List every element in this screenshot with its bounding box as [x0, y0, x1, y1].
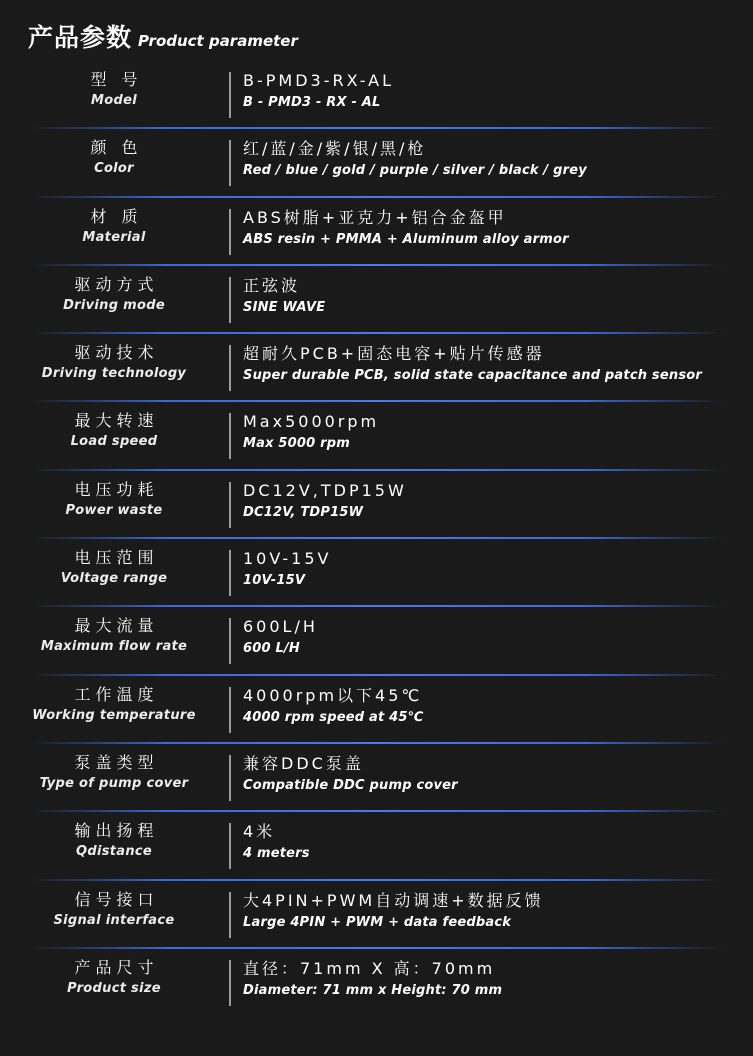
- spec-label: [0, 342, 228, 384]
- spec-label-en: Driving mode: [63, 297, 165, 313]
- spec-label: [0, 547, 228, 589]
- spec-label-en: Power waste: [65, 502, 163, 518]
- spec-row: [0, 472, 753, 540]
- spec-value-en: DC12V, TDP15W: [243, 504, 364, 520]
- spec-label-en: Material: [82, 229, 146, 245]
- spec-value: [243, 207, 749, 251]
- spec-value-en: Large 4PIN + PWM + data feedback: [243, 914, 512, 930]
- row-separator: [229, 140, 231, 186]
- spec-value: [243, 480, 749, 524]
- spec-value-en: Red / blue / gold / purple / silver / black / grey: [243, 163, 587, 179]
- row-separator: [229, 755, 231, 801]
- row-divider: [30, 400, 723, 402]
- spec-value-en: 600 L/H: [243, 641, 300, 657]
- spec-value: [243, 890, 749, 934]
- spec-value-en: B - PMD3 - RX - AL: [243, 95, 381, 110]
- spec-row: [0, 267, 753, 335]
- spec-value-cn: 10V-15V: [243, 549, 332, 569]
- row-separator: [229, 482, 231, 528]
- spec-value-en: Diameter: 71 mm x Height: 70 mm: [243, 982, 503, 998]
- spec-value: [243, 616, 749, 660]
- spec-value-en: 4 meters: [243, 846, 310, 862]
- spec-row: [0, 882, 753, 950]
- row-divider: [30, 879, 723, 881]
- spec-label-en: Maximum flow rate: [40, 639, 188, 655]
- spec-label-cn: 驱动方式: [74, 274, 159, 294]
- spec-value: [243, 343, 749, 387]
- spec-label: [0, 137, 228, 179]
- spec-value-cn: 4000rpm以下45℃: [243, 685, 423, 705]
- row-separator: [229, 72, 231, 118]
- row-separator: [229, 277, 231, 323]
- row-divider: [30, 264, 723, 266]
- spec-label: [0, 820, 228, 862]
- spec-label-en: Model: [91, 93, 137, 108]
- spec-value: [243, 958, 749, 1002]
- row-separator: [229, 960, 231, 1006]
- row-separator: [229, 687, 231, 733]
- spec-value: [243, 821, 749, 865]
- row-divider: [30, 537, 723, 539]
- spec-row: [0, 130, 753, 198]
- spec-row: [0, 335, 753, 403]
- spec-value: [243, 70, 749, 114]
- spec-value-en: Super durable PCB, solid state capacitance and patch sensor: [243, 368, 702, 384]
- spec-value: [243, 753, 749, 797]
- spec-row: [0, 403, 753, 471]
- spec-row: [0, 950, 753, 1018]
- spec-label-en: Signal interface: [53, 912, 175, 928]
- spec-label: [0, 479, 228, 521]
- row-separator: [229, 345, 231, 391]
- row-separator: [229, 209, 231, 255]
- spec-label-cn: 最大转速: [74, 411, 159, 431]
- spec-label-en: Type of pump cover: [39, 775, 189, 791]
- spec-value-en: 10V-15V: [243, 573, 306, 589]
- spec-row: [0, 677, 753, 745]
- row-separator: [229, 618, 231, 664]
- spec-label-en: Load speed: [70, 434, 158, 450]
- spec-label-cn: 型 号: [90, 70, 143, 89]
- spec-label-en: Voltage range: [60, 571, 168, 587]
- spec-label: [0, 206, 228, 248]
- spec-value-cn: Max5000rpm: [243, 412, 380, 432]
- spec-label-en: Qdistance: [75, 844, 152, 860]
- spec-label-cn: 信号接口: [74, 889, 159, 909]
- page-title-en: Product parameter: [138, 32, 298, 50]
- row-divider: [30, 742, 723, 744]
- row-separator: [229, 823, 231, 869]
- spec-label-cn: 最大流量: [74, 616, 159, 636]
- spec-label-cn: 工作温度: [74, 684, 159, 704]
- spec-value-cn: 红/蓝/金/紫/银/黑/枪: [243, 139, 427, 159]
- page-title-cn: 产品参数: [28, 23, 133, 52]
- row-divider: [30, 605, 723, 607]
- spec-value-cn: ABS树脂+亚克力+铝合金盔甲: [243, 207, 507, 227]
- spec-value: [243, 275, 749, 319]
- spec-value-cn: 大4PIN+PWM自动调速+数据反馈: [243, 890, 544, 910]
- spec-value-cn: 直径：71mm X 高：70mm: [243, 958, 496, 978]
- row-divider: [30, 947, 723, 949]
- spec-value-cn: 600L/H: [243, 617, 318, 637]
- row-separator: [229, 892, 231, 938]
- spec-label-cn: 颜 色: [90, 138, 143, 158]
- spec-label: [0, 615, 228, 657]
- spec-label-cn: 电压范围: [74, 548, 159, 568]
- spec-row: [0, 540, 753, 608]
- spec-label-en: Working temperature: [32, 707, 196, 723]
- spec-value-cn: DC12V,TDP15W: [243, 480, 407, 500]
- row-separator: [229, 550, 231, 596]
- spec-table: [0, 62, 753, 1018]
- spec-row: [0, 745, 753, 813]
- row-separator: [229, 413, 231, 459]
- spec-label-en: Color: [94, 161, 134, 177]
- spec-value: [243, 548, 749, 592]
- spec-value: [243, 685, 749, 729]
- spec-label-cn: 驱动技术: [74, 343, 159, 363]
- spec-label: [0, 684, 228, 726]
- spec-label-cn: 泵盖类型: [74, 752, 159, 772]
- spec-label: [0, 957, 228, 999]
- spec-row: [0, 608, 753, 676]
- spec-label-cn: 产品尺寸: [74, 957, 159, 977]
- spec-row: [0, 813, 753, 881]
- row-divider: [30, 469, 723, 471]
- spec-label: [0, 752, 228, 794]
- spec-value-cn: 兼容DDC泵盖: [243, 753, 364, 773]
- spec-label-cn: 输出扬程: [74, 821, 159, 841]
- row-divider: [30, 127, 723, 129]
- spec-label: [0, 274, 228, 316]
- row-divider: [30, 810, 723, 812]
- spec-label-cn: 电压功耗: [74, 479, 159, 499]
- spec-label: [0, 410, 228, 452]
- row-divider: [30, 196, 723, 198]
- spec-label: [0, 69, 228, 111]
- spec-row: [0, 199, 753, 267]
- spec-value-en: 4000 rpm speed at 45℃: [243, 709, 424, 725]
- page-header: [28, 18, 298, 54]
- spec-row: [0, 62, 753, 130]
- spec-value: [243, 411, 749, 455]
- spec-value-en: SINE WAVE: [243, 299, 326, 315]
- spec-value-cn: 正弦波: [243, 275, 301, 295]
- spec-value-en: ABS resin + PMMA + Aluminum alloy armor: [243, 231, 569, 247]
- spec-label-en: Product size: [67, 980, 161, 996]
- spec-value-cn: 超耐久PCB+固态电容+贴片传感器: [243, 344, 545, 364]
- row-divider: [30, 674, 723, 676]
- spec-value-cn: 4米: [243, 822, 276, 842]
- spec-label: [0, 889, 228, 931]
- spec-value-en: Max 5000 rpm: [243, 436, 350, 452]
- row-divider: [30, 332, 723, 334]
- spec-label-en: Driving technology: [41, 366, 187, 382]
- spec-label-cn: 材 质: [90, 206, 143, 226]
- spec-value-en: Compatible DDC pump cover: [243, 777, 458, 793]
- spec-value-cn: B-PMD3-RX-AL: [243, 71, 395, 90]
- spec-value: [243, 138, 749, 182]
